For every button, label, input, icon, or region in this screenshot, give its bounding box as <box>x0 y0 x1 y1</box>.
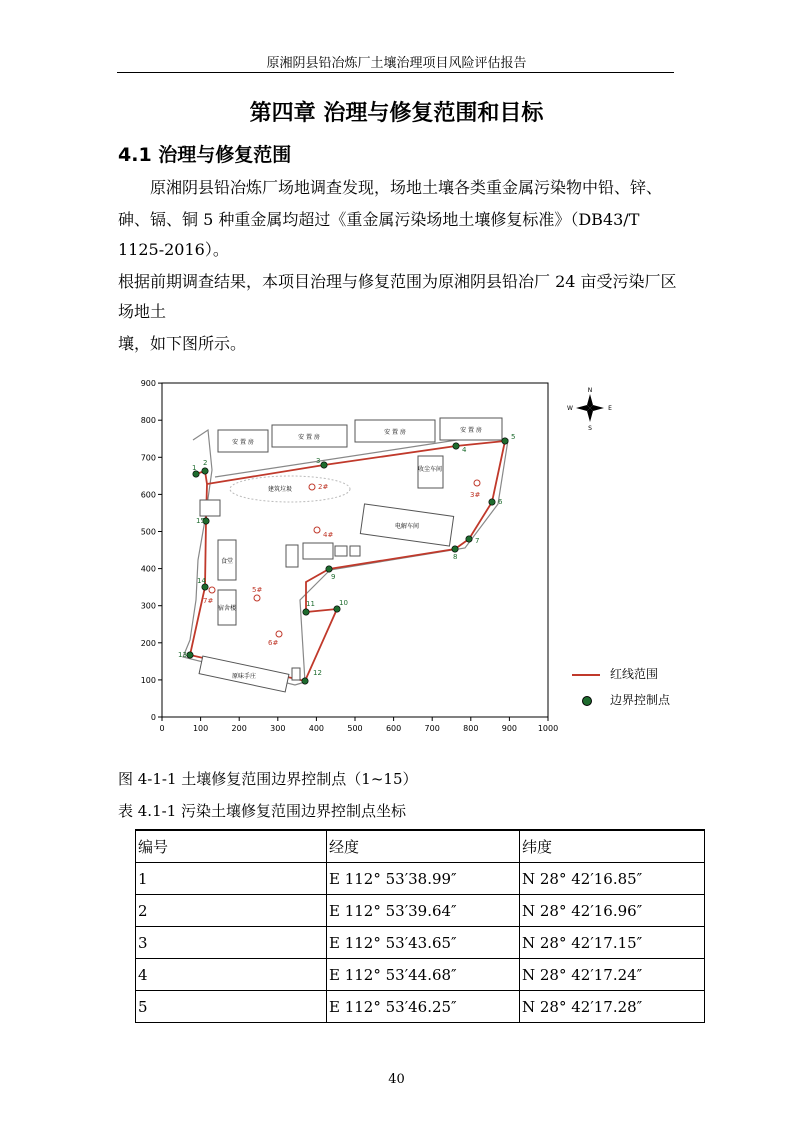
building-label: 收尘车间 <box>417 466 443 473</box>
legend-point-swatch <box>582 696 592 706</box>
section-title: 4.1 治理与修复范围 <box>118 144 292 166</box>
y-tick-label: 900 <box>140 379 156 389</box>
control-point-label: 6 <box>498 498 503 506</box>
page-number: 40 <box>388 1072 405 1087</box>
control-point-label: 1 <box>192 464 197 472</box>
table-cell: N 28° 42′16.85″ <box>520 863 705 895</box>
control-point-label: 11 <box>306 600 315 608</box>
y-tick-label: 400 <box>140 564 156 574</box>
control-point <box>202 468 208 474</box>
paragraph-line-1: 原湘阴县铅冶炼厂场地调查发现，场地土壤各类重金属污染物中铅、锌、 <box>150 178 663 197</box>
table-row <box>136 863 705 895</box>
y-tick-label: 700 <box>140 453 156 463</box>
sample-label: 4# <box>323 531 334 539</box>
control-point-label: 13 <box>178 651 187 659</box>
table-header-row <box>136 830 705 863</box>
table-cell: N 28° 42′17.28″ <box>520 991 705 1023</box>
table-cell: N 28° 42′16.96″ <box>520 895 705 927</box>
sample-label: 5# <box>252 586 263 594</box>
running-header: 原湘阴县铅冶炼厂土壤治理项目风险评估报告 <box>266 55 527 70</box>
control-point-label: 2 <box>203 459 208 467</box>
control-point <box>302 678 308 684</box>
coordinate-table <box>135 829 705 1023</box>
svg-text:S: S <box>588 425 592 432</box>
figure-caption: 图 4-1-1 土壤修复范围边界控制点（1~15） <box>118 770 418 788</box>
building-label: 安 置 房 <box>232 439 254 446</box>
building-label: 安 置 房 <box>384 429 406 436</box>
table-cell: 5 <box>136 991 327 1023</box>
table-header-cell: 编号 <box>136 830 327 863</box>
control-point-label: 14 <box>197 577 206 585</box>
legend-line-label: 红线范围 <box>610 667 659 681</box>
x-tick-label: 800 <box>463 724 479 733</box>
x-tick-label: 100 <box>192 724 209 733</box>
table-row <box>136 927 705 959</box>
building-label: 宿舍楼 <box>217 605 237 612</box>
y-tick-label: 0 <box>150 713 156 722</box>
control-point <box>303 609 309 615</box>
table-cell: E 112° 53′39.64″ <box>327 895 520 927</box>
x-tick-label: 500 <box>347 724 363 733</box>
control-point-label: 8 <box>453 553 458 561</box>
control-point <box>502 438 508 444</box>
x-tick-label: 400 <box>308 724 325 733</box>
building-label: 安 置 房 <box>298 434 320 441</box>
control-point <box>452 546 458 552</box>
svg-text:W: W <box>567 405 573 412</box>
boundary-line <box>190 441 505 681</box>
sample-label: 2# <box>318 483 329 491</box>
svg-text:N: N <box>587 387 593 394</box>
x-tick-label: 600 <box>385 724 402 733</box>
table-cell: 2 <box>136 895 327 927</box>
building-label: 电解车间 <box>394 523 420 530</box>
table-cell: N 28° 42′17.15″ <box>520 927 705 959</box>
table-header-cell: 纬度 <box>520 830 705 863</box>
control-point <box>489 499 495 505</box>
legend-point-label: 边界控制点 <box>610 693 671 707</box>
table-cell: 3 <box>136 927 327 959</box>
table-header-cell: 经度 <box>327 830 520 863</box>
table-row <box>136 959 705 991</box>
table-cell: E 112° 53′38.99″ <box>327 863 520 895</box>
control-point-label: 4 <box>462 446 467 454</box>
legend-line-swatch <box>572 674 600 676</box>
x-tick-label: 0 <box>159 724 165 733</box>
table-row <box>136 895 705 927</box>
x-tick-label: 700 <box>424 724 440 733</box>
header-rule <box>117 72 674 73</box>
table-cell: E 112° 53′44.68″ <box>327 959 520 991</box>
map-legend <box>560 660 700 720</box>
paragraph-line-2: 砷、镉、铜 5 种重金属均超过《重金属污染场地土壤修复标准》（DB43/T <box>118 210 640 229</box>
y-tick-label: 800 <box>140 416 156 426</box>
y-tick-label: 300 <box>140 601 156 611</box>
control-point-label: 3 <box>316 457 321 465</box>
table-cell: E 112° 53′46.25″ <box>327 991 520 1023</box>
paragraph-line-6: 壤，如下图所示。 <box>118 334 247 353</box>
sample-label: 7# <box>203 597 214 605</box>
control-point <box>326 566 332 572</box>
building-label: 建筑垃圾 <box>267 486 293 493</box>
x-tick-label: 900 <box>501 724 518 733</box>
paragraph-line-3: 1125-2016）。 <box>118 240 229 259</box>
y-tick-label: 600 <box>140 490 156 500</box>
compass-icon <box>567 387 612 432</box>
control-point-label: 7 <box>475 537 480 545</box>
paragraph-line-5: 场地土 <box>118 302 167 321</box>
y-tick-label: 100 <box>140 675 156 685</box>
x-tick-label: 1000 <box>537 724 559 733</box>
y-tick-label: 200 <box>140 638 156 648</box>
control-point <box>453 443 459 449</box>
control-point <box>466 536 472 542</box>
sample-label: 3# <box>470 491 481 499</box>
building-label: 安 置 房 <box>460 427 482 434</box>
site-map <box>140 372 612 740</box>
paragraph-line-4: 根据前期调查结果，本项目治理与修复范围为原湘阴县铅冶厂 24 亩受污染厂区 <box>118 272 677 291</box>
table-cell: N 28° 42′17.24″ <box>520 959 705 991</box>
chapter-title: 第四章 治理与修复范围和目标 <box>249 101 544 126</box>
x-tick-label: 200 <box>231 724 247 733</box>
control-point <box>187 652 193 658</box>
table-cell: E 112° 53′43.65″ <box>327 927 520 959</box>
sample-label: 6# <box>268 639 279 647</box>
table-cell: 4 <box>136 959 327 991</box>
control-point <box>321 462 327 468</box>
control-point-label: 9 <box>331 573 336 581</box>
control-point-label: 12 <box>313 669 322 677</box>
building-label: 原味手庄 <box>231 673 257 680</box>
control-point-label: 10 <box>339 599 348 607</box>
control-point-label: 5 <box>511 433 516 441</box>
control-point-label: 15 <box>196 517 205 525</box>
building-label: 食堂 <box>220 558 234 565</box>
table-row <box>136 991 705 1023</box>
y-tick-label: 500 <box>140 527 156 537</box>
x-tick-label: 300 <box>270 724 286 733</box>
svg-text:E: E <box>608 405 612 412</box>
table-cell: 1 <box>136 863 327 895</box>
table-caption: 表 4.1-1 污染土壤修复范围边界控制点坐标 <box>118 802 407 820</box>
